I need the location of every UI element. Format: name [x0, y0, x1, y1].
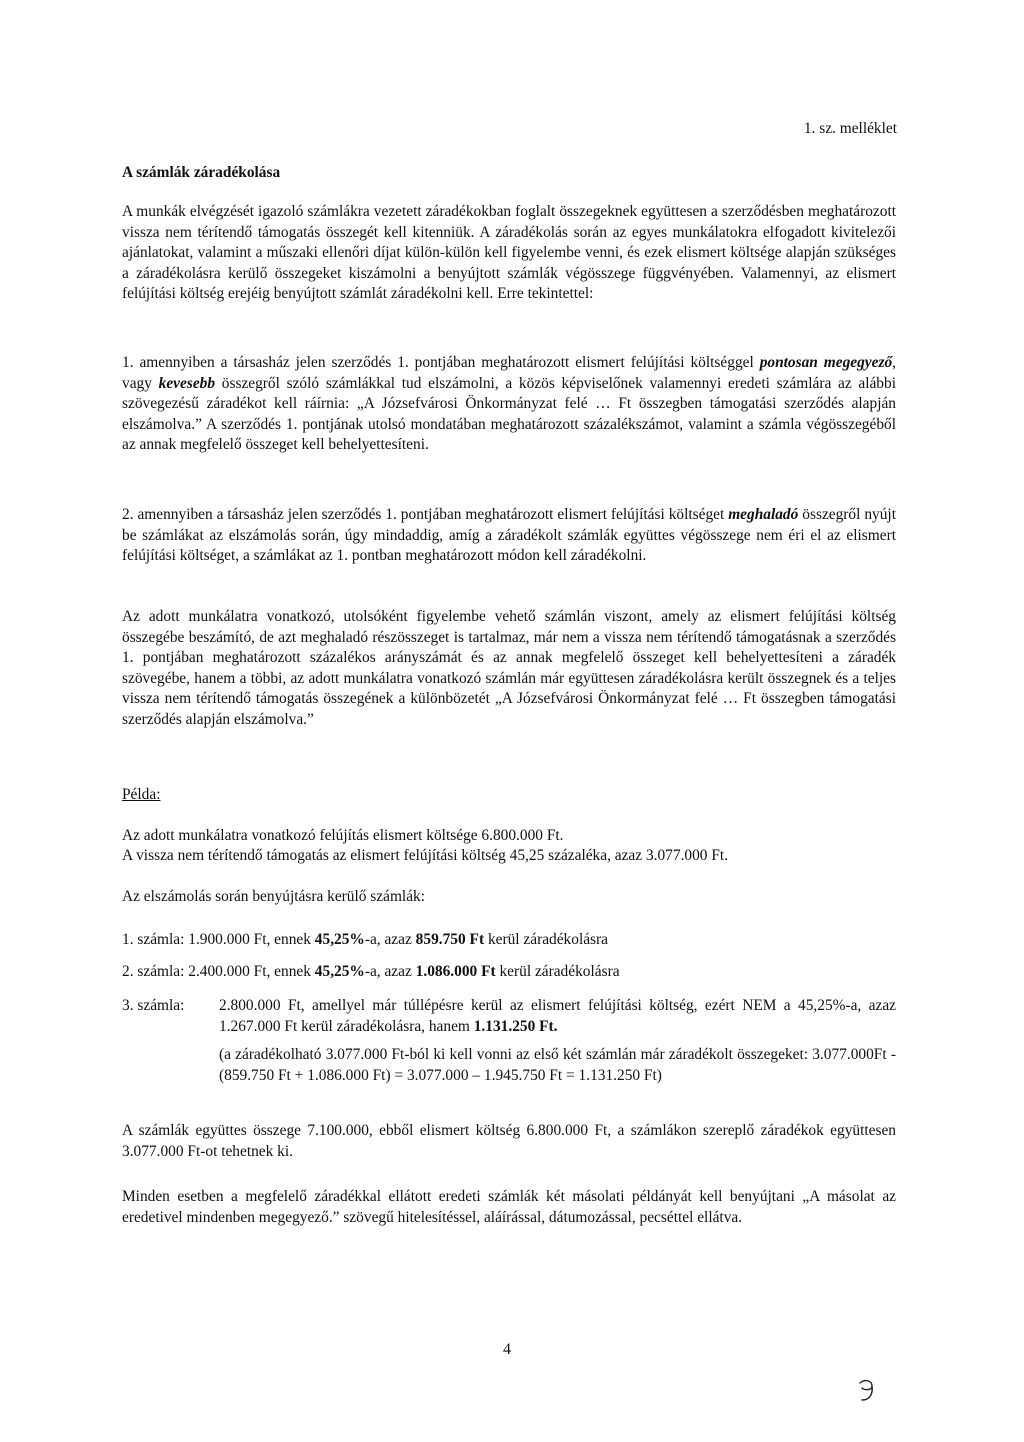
invoice-2-percent: 45,25% [314, 963, 365, 980]
rule-item-1-text-b: , vagy [122, 354, 897, 392]
rule-item-1 [122, 353, 896, 456]
sum-paragraph: A számlák együttes összege 7.100.000, ebből elismert költség 6.800.000 Ft, a számlákon szereplő záradékok együttesen 3.077.000 Ft-ot tehetnek ki. [122, 1122, 896, 1160]
invoice-2-post: kerül záradékolásra [499, 963, 620, 980]
last-invoice-paragraph: Az adott munkálatra vonatkozó, utolsóként figyelembe vehető számlán viszont, amely az elismert felújítási költség összegébe beszámító, de azt meghaladó részösszeget is tartalmaz, már nem a vissza nem térítendő támogatásnak a szerződés 1. pontjában meghatározott százalékos arányszámát és az annak megfelelő összeget kell behelyettesíteni a záradék szövegébe, hanem a többi, az adott munkálatra vonatkozó számlán már együttesen záradékolásra került összegnek és a teljes vissza nem térítendő támogatás összegének a különbözetét „A Józsefvárosi Önkormányzat felé … Ft összegben támogatási szerződés alapján elszámolva.” [122, 608, 896, 728]
invoice-1-amount: 859.750 Ft [415, 931, 485, 948]
invoice-1-mid: -a, azaz [364, 931, 412, 948]
invoice-3-body: 2.800.000 Ft, amellyel már túllépésre kerül az elismert felújítási költség, ezért NEM a 45,25%-a, azaz 1.267.000 Ft kerül záradékolásra, hanem [219, 997, 896, 1035]
invoice-2-text: 2. számla: 2.400.000 Ft, ennek [122, 963, 311, 980]
invoice-3-amount: 1.131.250 Ft. [473, 1017, 558, 1035]
invoice-1-percent: 45,25% [314, 931, 365, 948]
example-line-cost: Az adott munkálatra vonatkozó felújítás elismert költsége 6.800.000 Ft. [122, 827, 564, 844]
example-calculation: (a záradékolható 3.077.000 Ft-ból ki kell vonni az első két számlán már záradékolt összegeket: 3.077.000Ft - (859.750 Ft + 1.086.000 Ft) = 3.077.000 – 1.945.750 Ft = 1.131.250 Ft) [219, 1046, 896, 1084]
invoice-3-text [219, 996, 896, 1037]
invoice-1-text: 1. számla: 1.900.000 Ft, ennek [122, 931, 311, 948]
rule-item-2-text-a: 2. amennyiben a társasház jelen szerződés 1. pontjában meghatározott elismert felújítási költséget [122, 506, 725, 523]
rule-item-1-text-a: 1. amennyiben a társasház jelen szerződés 1. pontjában meghatározott elismert felújítási költséggel [122, 354, 754, 371]
example-heading: Példa: [122, 786, 161, 803]
document-title: A számlák záradékolása [122, 164, 281, 181]
final-paragraph: Minden esetben a megfelelő záradékkal ellátott eredeti számlák két másolati példányát kell benyújtani „A másolat az eredetivel mindenben megegyező.” szövegű hitelesítéssel, aláírással, dátumozással, pecséttel ellátva. [122, 1188, 896, 1226]
example-line-grant: A vissza nem térítendő támogatás az elismert felújítási költség 45,25 százaléka, azaz 3.077.000 Ft. [122, 847, 729, 864]
page-number: 4 [503, 1341, 511, 1358]
example-invoice-3 [122, 996, 896, 1037]
annex-label: 1. sz. melléklet [803, 120, 897, 137]
example-line-invoices-intro: Az elszámolás során benyújtásra kerülő számlák: [122, 888, 426, 905]
rule-item-2-emphasis-exceeding: meghaladó [728, 506, 799, 523]
intro-paragraph: A munkák elvégzését igazoló számlákra vezetett záradékokban foglalt összegeknek együttesen a szerződésben meghatározott vissza nem térítendő támogatás összegét kell kitenniük. A záradékolás során az egyes munkálatokra elfogadott kivitelezői ajánlatokat, valamint a műszaki ellenőri díjat külön-külön kell figyelembe venni, és ezek elismert költsége alapján szükséges a záradékolásra kerülő összegeket kiszámolni a benyújtott számlák végösszege függvényében. Valamennyi, az elismert felújítási költség erejéig benyújtott számlát záradékolni kell. Erre tekintettel: [122, 203, 896, 302]
invoice-3-number: 3. számla: [122, 997, 185, 1014]
example-invoice-2 [122, 962, 620, 983]
example-invoice-1 [122, 930, 608, 951]
handwritten-number-mark [854, 1378, 878, 1404]
invoice-1-post: kerül záradékolásra [487, 931, 608, 948]
invoice-2-amount: 1.086.000 Ft [415, 963, 496, 980]
rule-item-1-emphasis-less: kevesebb [158, 374, 216, 392]
invoice-2-mid: -a, azaz [364, 963, 412, 980]
rule-item-1-emphasis-exact: pontosan megegyező [759, 354, 893, 371]
rule-item-2 [122, 505, 896, 567]
rule-item-1-text-c: összegről szóló számlákkal tud elszámolni, a közös képviselőnek valamennyi eredeti számlára az alábbi szövegezésű záradékot kell ráírnia: „A Józsefvárosi Önkormányzat felé … Ft összegben támogatási szerződés alapján elszámolva.” A szerződés 1. pontjának utolsó mondatában meghatározott százalékszámot, valamint a számla végösszegéből az annak megfelelő összeget kell behelyettesíteni. [122, 374, 896, 453]
rule-item-2-text-b: összegről nyújt be számlákat az elszámolás során, úgy mindaddig, amíg a záradékolt számlák együttes végösszege nem éri el az elismert felújítási költséget, a számlákat az 1. pontban meghatározott módon kell záradékolni. [122, 506, 896, 564]
